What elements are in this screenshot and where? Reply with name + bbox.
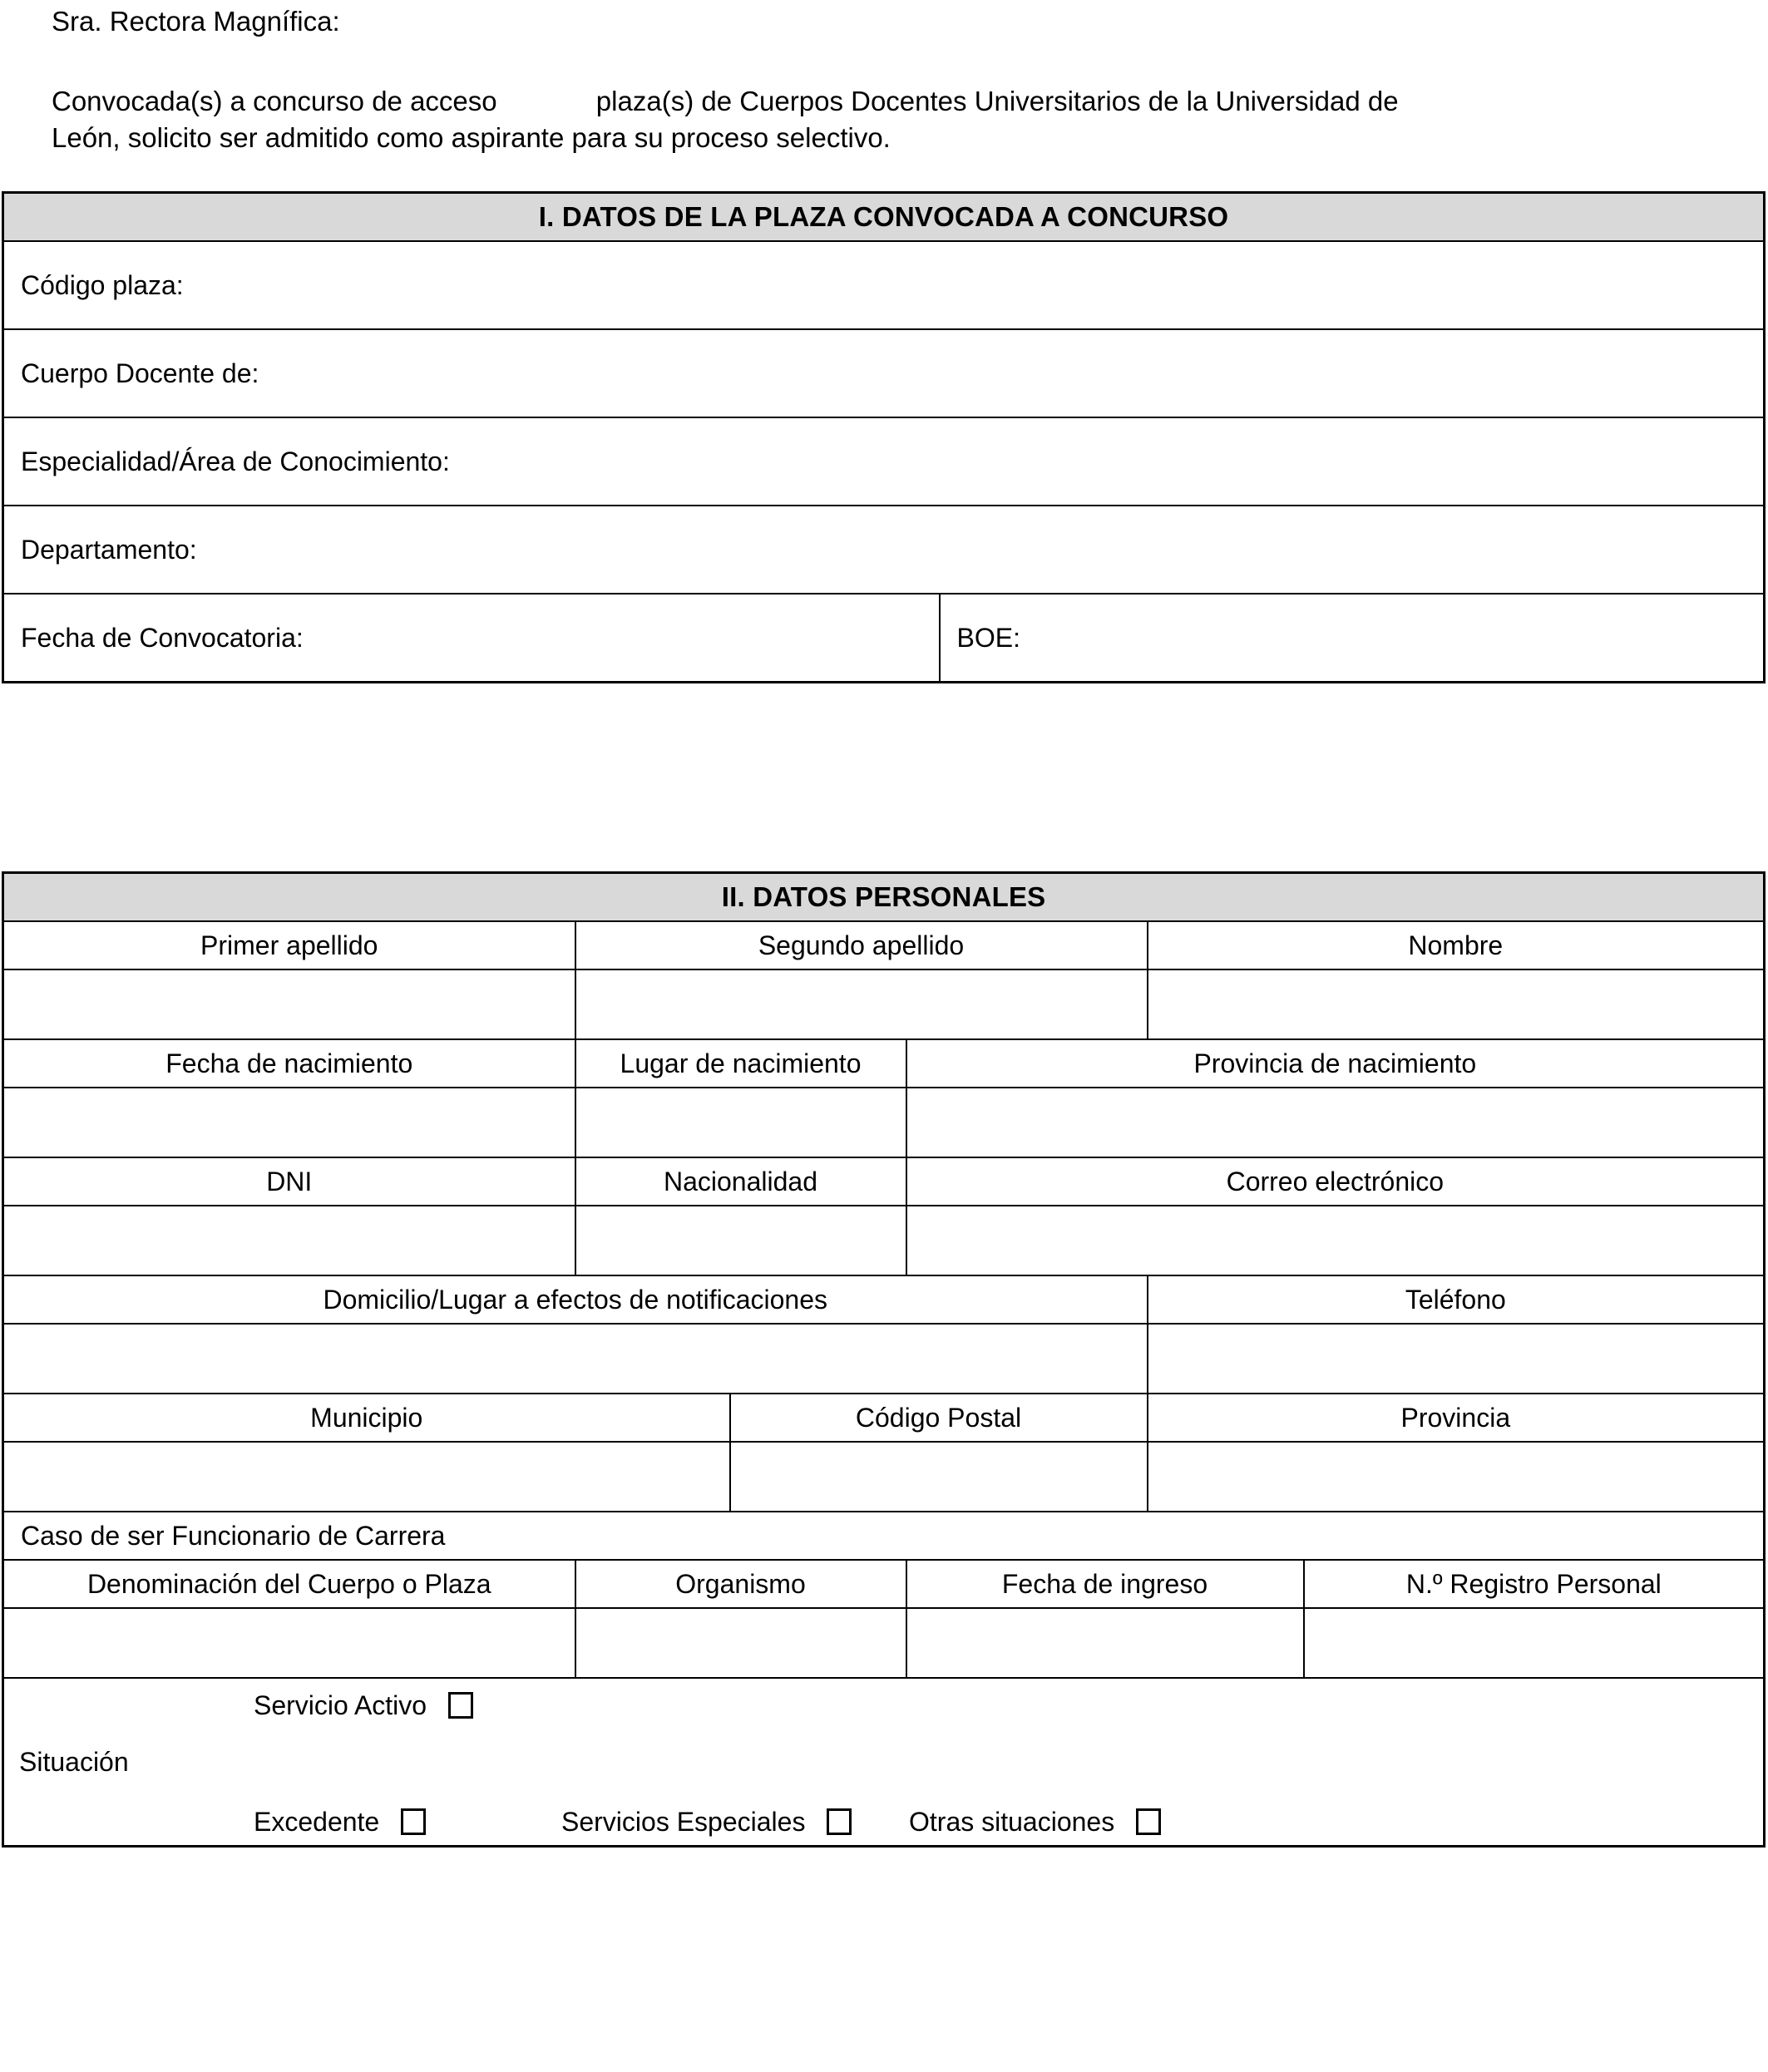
- situacion-option-otras-situaciones[interactable]: [909, 1807, 1161, 1837]
- fecha-nacimiento-header: Fecha de nacimiento: [3, 1039, 575, 1088]
- salutation-text: Sra. Rectora Magnífica:: [52, 6, 340, 37]
- situacion-option-excedente[interactable]: [254, 1807, 561, 1837]
- dni-header: DNI: [3, 1157, 575, 1206]
- situacion-cell: [3, 1678, 1765, 1847]
- segundo-apellido-input[interactable]: [575, 969, 1148, 1039]
- table-header-row: [3, 1157, 1765, 1206]
- primer-apellido-header: Primer apellido: [3, 921, 575, 969]
- codigo-postal-header: Código Postal: [730, 1394, 1148, 1442]
- servicio-activo-label: Servicio Activo: [254, 1690, 427, 1720]
- table-row: [3, 1608, 1765, 1678]
- table-header-row: [3, 1394, 1765, 1442]
- telefono-input[interactable]: [1148, 1324, 1765, 1394]
- table-row: [3, 241, 1765, 329]
- fecha-convocatoria-field[interactable]: Fecha de Convocatoria:: [3, 594, 940, 683]
- situacion-label: Situación: [19, 1747, 129, 1777]
- municipio-input[interactable]: [3, 1442, 730, 1512]
- servicio-activo-checkbox[interactable]: [448, 1692, 473, 1719]
- personales-section-title: II. DATOS PERSONALES: [3, 873, 1765, 922]
- intro-block: [52, 0, 1723, 156]
- plaza-section-title: I. DATOS DE LA PLAZA CONVOCADA A CONCURSO: [3, 193, 1765, 242]
- excedente-label: Excedente: [254, 1807, 380, 1837]
- servicios-especiales-label: Servicios Especiales: [561, 1807, 806, 1837]
- funcionario-carrera-caption: Caso de ser Funcionario de Carrera: [3, 1512, 1765, 1560]
- denominacion-cuerpo-header: Denominación del Cuerpo o Plaza: [3, 1560, 575, 1608]
- situacion-options-bottom-row: [254, 1807, 1617, 1837]
- table-row: [3, 1512, 1765, 1560]
- fecha-ingreso-header: Fecha de ingreso: [906, 1560, 1304, 1608]
- cuerpo-docente-field[interactable]: Cuerpo Docente de:: [3, 329, 1765, 417]
- table-row: [3, 1324, 1765, 1394]
- registro-personal-input[interactable]: [1304, 1608, 1765, 1678]
- primer-apellido-input[interactable]: [3, 969, 575, 1039]
- especialidad-area-field[interactable]: Especialidad/Área de Conocimiento:: [3, 417, 1765, 506]
- nacionalidad-header: Nacionalidad: [575, 1157, 906, 1206]
- provincia-input[interactable]: [1148, 1442, 1765, 1512]
- servicios-especiales-checkbox[interactable]: [827, 1808, 852, 1835]
- codigo-postal-input[interactable]: [730, 1442, 1148, 1512]
- table-header-row: [3, 1039, 1765, 1088]
- fecha-ingreso-input[interactable]: [906, 1608, 1304, 1678]
- codigo-plaza-field[interactable]: Código plaza:: [3, 241, 1765, 329]
- table-row: [3, 506, 1765, 594]
- table-row: [3, 417, 1765, 506]
- table-row: [3, 594, 1765, 683]
- provincia-nacimiento-input[interactable]: [906, 1088, 1765, 1157]
- nacionalidad-input[interactable]: [575, 1206, 906, 1275]
- table-row: [3, 329, 1765, 417]
- table-header-row: [3, 1275, 1765, 1324]
- segundo-apellido-header: Segundo apellido: [575, 921, 1148, 969]
- boe-field[interactable]: BOE:: [940, 594, 1765, 683]
- table-header-row: [3, 1560, 1765, 1608]
- intro-body-line-1: Convocada(s) a concurso de acceso plaza(s) de Cuerpos Docentes Universitarios de la Universidad de: [52, 86, 1399, 116]
- telefono-header: Teléfono: [1148, 1275, 1765, 1324]
- nombre-input[interactable]: [1148, 969, 1765, 1039]
- table-header-row: [3, 921, 1765, 969]
- lugar-nacimiento-input[interactable]: [575, 1088, 906, 1157]
- otras-situaciones-label: Otras situaciones: [909, 1807, 1115, 1837]
- situacion-option-servicio-activo[interactable]: [254, 1690, 473, 1720]
- datos-personales-table: [2, 871, 1766, 1848]
- table-row: [3, 1442, 1765, 1512]
- correo-electronico-header: Correo electrónico: [906, 1157, 1765, 1206]
- domicilio-header: Domicilio/Lugar a efectos de notificaciones: [3, 1275, 1148, 1324]
- table-row: [3, 1206, 1765, 1275]
- table-row: [3, 1088, 1765, 1157]
- nombre-header: Nombre: [1148, 921, 1765, 969]
- provincia-header: Provincia: [1148, 1394, 1765, 1442]
- departamento-field[interactable]: Departamento:: [3, 506, 1765, 594]
- organismo-header: Organismo: [575, 1560, 906, 1608]
- excedente-checkbox[interactable]: [401, 1808, 426, 1835]
- lugar-nacimiento-header: Lugar de nacimiento: [575, 1039, 906, 1088]
- correo-electronico-input[interactable]: [906, 1206, 1765, 1275]
- plaza-section-table: [2, 191, 1766, 683]
- domicilio-input[interactable]: [3, 1324, 1148, 1394]
- table-row: [3, 969, 1765, 1039]
- plaza-section-header-row: [3, 193, 1765, 242]
- personales-section-header-row: [3, 873, 1765, 922]
- otras-situaciones-checkbox[interactable]: [1136, 1808, 1161, 1835]
- provincia-nacimiento-header: Provincia de nacimiento: [906, 1039, 1765, 1088]
- organismo-input[interactable]: [575, 1608, 906, 1678]
- intro-body-line-2: León, solicito ser admitido como aspirante para su proceso selectivo.: [52, 122, 891, 153]
- denominacion-cuerpo-input[interactable]: [3, 1608, 575, 1678]
- situacion-option-servicios-especiales[interactable]: [561, 1807, 909, 1837]
- fecha-nacimiento-input[interactable]: [3, 1088, 575, 1157]
- dni-input[interactable]: [3, 1206, 575, 1275]
- municipio-header: Municipio: [3, 1394, 730, 1442]
- situacion-row: [3, 1678, 1765, 1847]
- registro-personal-header: N.º Registro Personal: [1304, 1560, 1765, 1608]
